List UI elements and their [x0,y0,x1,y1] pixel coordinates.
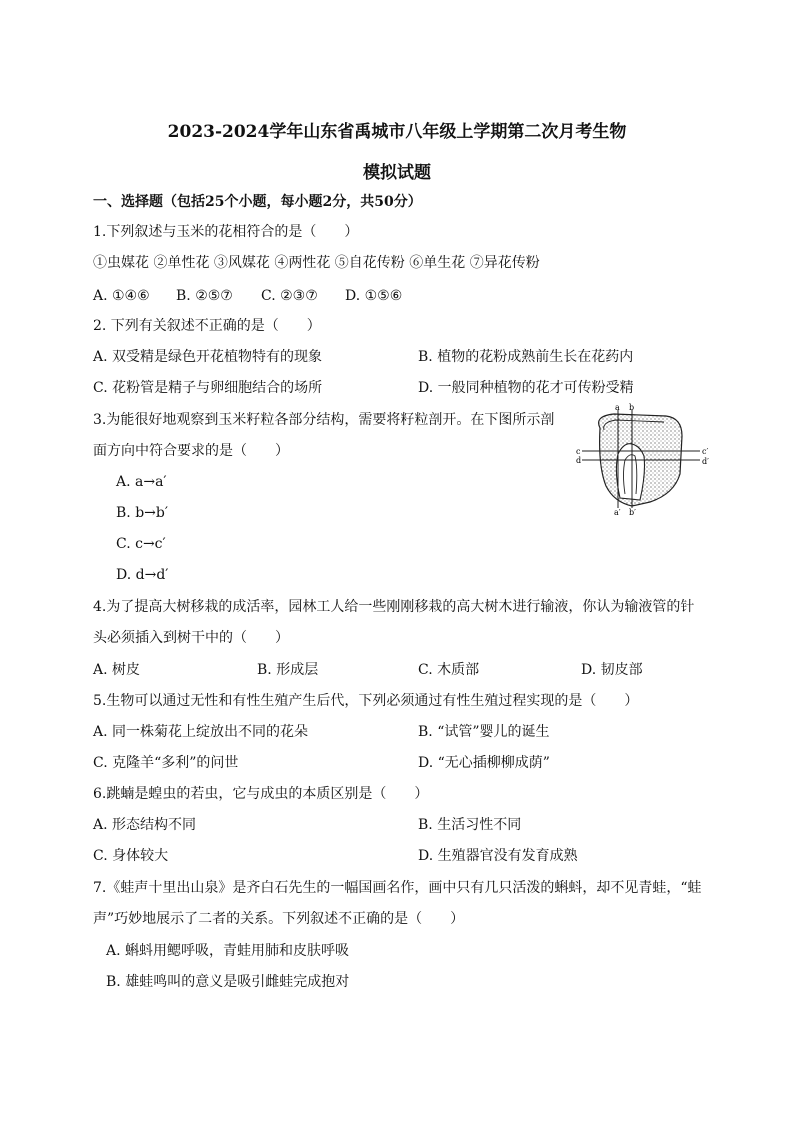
q2-option-a: A. 双受精是绿色开花植物特有的现象 [93,349,323,365]
embryo-shape [616,444,644,500]
q5-option-d: D. “无心插柳柳成荫” [418,755,550,771]
q6-option-a: A. 形态结构不同 [93,817,197,833]
label-c-prime: c′ [702,447,709,456]
q3-stem-line1: 3.为能很好地观察到玉米籽粒各部分结构，需要将籽粒剖开。在下图所示剖 [93,412,555,428]
q2-option-c: C. 花粉管是精子与卵细胞结合的场所 [93,380,323,396]
q4-stem-line2: 头必须插入到树干中的（ ） [93,630,289,646]
q5-stem: 5.生物可以通过无性和有性生殖产生后代，下列必须通过有性生殖过程实现的是（ ） [93,693,639,709]
q6-option-b: B. 生活习性不同 [418,817,522,833]
label-b: b [629,403,635,412]
q4-option-a: A. 树皮 [93,662,141,678]
q4-stem-line1: 4.为了提高大树移栽的成活率，园林工人给一些刚刚移栽的高大树木进行输液，你认为输液管的针 [93,599,695,615]
q7-option-a: A. 蝌蚪用鳃呼吸，青蛙用肺和皮肤呼吸 [106,943,350,959]
q1-option-b: B. ②⑤⑦ [176,288,233,304]
q4-option-b: B. 形成层 [257,662,319,678]
q5-option-c: C. 克隆羊“多利”的问世 [93,755,239,771]
q1-items: ①虫媒花 ②单性花 ③风媒花 ④两性花 ⑤自花传粉 ⑥单生花 ⑦异花传粉 [93,255,540,271]
q1-option-c: C. ②③⑦ [261,288,318,304]
q2-option-b: B. 植物的花粉成熟前生长在花药内 [418,349,634,365]
page-subtitle: 模拟试题 [363,163,431,183]
q1-stem: 1.下列叙述与玉米的花相符合的是（ ） [93,224,359,240]
q3-option-a: A. a→a′ [116,474,167,490]
q3-option-d: D. d→d′ [116,567,169,583]
q3-option-b: B. b→b′ [116,505,169,521]
q7-option-b: B. 雄蛙鸣叫的意义是吸引雌蛙完成抱对 [106,974,350,990]
q6-option-c: C. 身体较大 [93,848,169,864]
q3-option-c: C. c→c′ [116,536,166,552]
q6-option-d: D. 生殖器官没有发育成熟 [418,848,578,864]
label-a: a [615,403,620,412]
q3-stem-line2: 面方向中符合要求的是（ ） [93,443,289,459]
q7-stem-line2: 声”巧妙地展示了二者的关系。下列叙述不正确的是（ ） [93,911,465,927]
corn-kernel-figure [574,402,724,517]
section-heading: 一、选择题（包括25个小题，每小题2分，共50分） [93,194,422,210]
q1-option-a: A. ①④⑥ [93,288,150,304]
label-a-prime: a′ [614,508,621,517]
q4-option-c: C. 木质部 [418,662,480,678]
label-d-prime: d′ [702,457,709,466]
page-title: 2023-2024学年山东省禹城市八年级上学期第二次月考生物 [167,122,627,142]
q1-option-d: D. ①⑤⑥ [345,288,403,304]
label-d: d [576,456,582,465]
q4-option-d: D. 韧皮部 [581,662,643,678]
q5-option-b: B. “试管”婴儿的诞生 [418,724,550,740]
label-c: c [576,447,581,456]
q2-option-d: D. 一般同种植物的花才可传粉受精 [418,380,634,396]
q2-stem: 2. 下列有关叙述不正确的是（ ） [93,318,321,334]
q5-option-a: A. 同一株菊花上绽放出不同的花朵 [93,724,309,740]
q7-stem-line1: 7.《蛙声十里出山泉》是齐白石先生的一幅国画名作，画中只有几只活泼的蝌蚪，却不见青蛙，“蛙 [93,880,702,896]
label-b-prime: b′ [629,508,636,517]
q6-stem: 6.跳蝻是蝗虫的若虫，它与成虫的本质区别是（ ） [93,786,429,802]
